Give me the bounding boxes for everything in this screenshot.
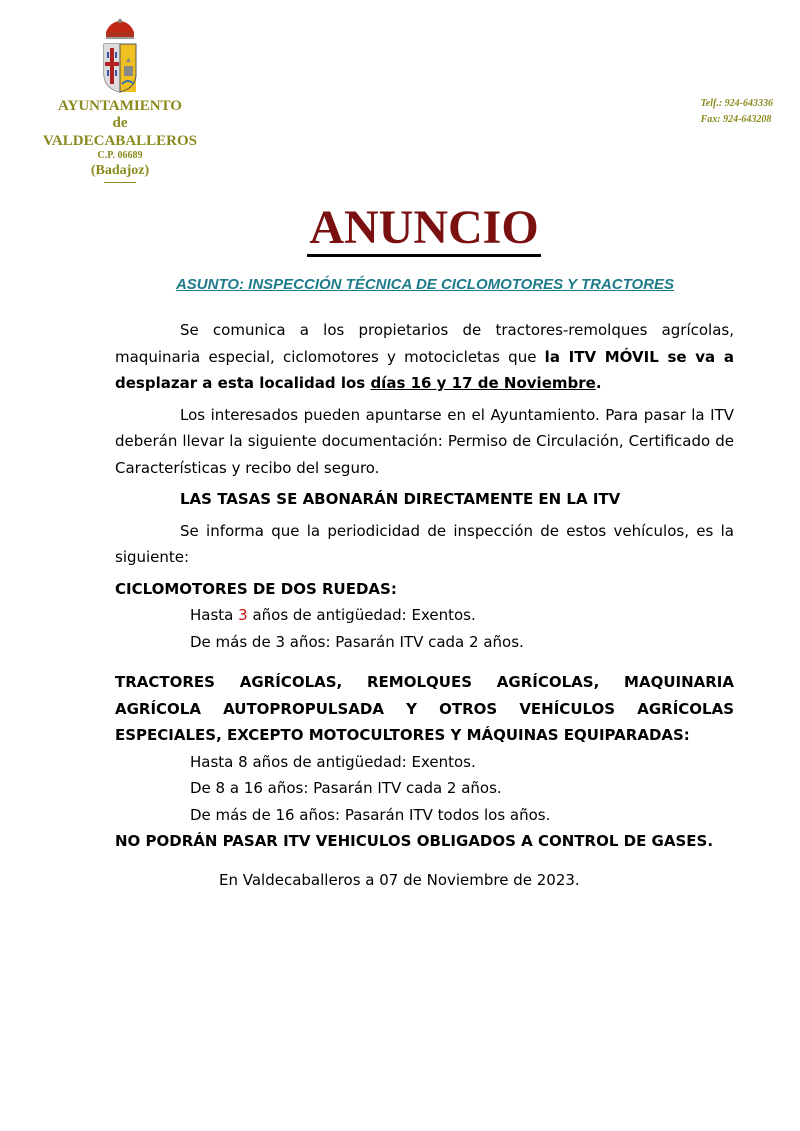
letterhead-province: (Badajoz) [90, 163, 150, 178]
tractors-rule-2: De 8 a 16 años: Pasarán ITV cada 2 años. [190, 779, 502, 797]
contact-info [701, 96, 773, 128]
letterhead-postal-code: C.P. 06689 [97, 150, 143, 161]
coat-of-arms-icon [100, 18, 140, 94]
fax-number: Fax: 924-643208 [700, 114, 772, 125]
subject-line: ASUNTO: INSPECCIÓN TÉCNICA DE CICLOMOTORES Y TRACTORES [175, 276, 675, 293]
paragraph-periodicity: Se informa que la periodicidad de inspección de estos vehículos, es la siguiente: [115, 521, 734, 566]
closing-date: En Valdecaballeros a 07 de Noviembre de 2023. [219, 870, 580, 889]
letterhead-divider [104, 182, 136, 183]
letterhead [40, 18, 200, 183]
para1-end: . [595, 374, 602, 392]
mopeds-heading: CICLOMOTORES DE DOS RUEDAS: [115, 579, 397, 598]
para1-dates: días 16 y 17 de Noviembre [370, 374, 596, 392]
letterhead-line1: AYUNTAMIENTO [58, 98, 182, 114]
mopeds-rule-1-pre: Hasta [190, 606, 239, 624]
paragraph-documentation: Los interesados pueden apuntarse en el Ayuntamiento. Para pasar la ITV deberán llevar la siguiente documentación: Permiso de Circulación, Certificado de Características y recibo del seguro. [115, 405, 734, 477]
para1-intro: Se comunica a los propietarios de tractores-remolques agrícolas, maquinaria especial, ciclomotores y motocicletas que [115, 321, 734, 366]
tractors-heading: TRACTORES AGRÍCOLAS, REMOLQUES AGRÍCOLAS, MAQUINARIA AGRÍCOLA AUTOPROPULSADA Y OTROS VEHÍCULOS AGRÍCOLAS ESPECIALES, EXCEPTO MOTOCULTORES Y MÁQUINAS EQUIPARADAS: [115, 673, 734, 744]
mopeds-rule-1 [115, 602, 734, 629]
gas-control-notice: NO PODRÁN PASAR ITV VEHICULOS OBLIGADOS A CONTROL DE GASES. [115, 832, 714, 850]
mopeds-rule-1-post: años de antigüedad: Exentos. [247, 606, 476, 624]
mopeds-rule-2: De más de 3 años: Pasarán ITV cada 2 años. [190, 632, 524, 651]
tractors-rule-1: Hasta 8 años de antigüedad: Exentos. [190, 752, 476, 771]
page-title [0, 200, 800, 256]
phone-number: Telf.: 924-643336 [700, 98, 773, 109]
letterhead-line2: de [112, 115, 128, 131]
para1-bold: la ITV MÓVIL se va a desplazar a esta localidad los [115, 347, 734, 392]
fees-notice: LAS TASAS SE ABONARÁN DIRECTAMENTE EN LA ITV [180, 490, 621, 508]
paragraph-itv-visit [115, 317, 734, 397]
letterhead-line3: VALDECABALLEROS [43, 133, 197, 149]
tractors-rule-3: De más de 16 años: Pasarán ITV todos los años. [190, 805, 551, 824]
announcement-body [115, 317, 734, 893]
mopeds-rule-1-number: 3 [238, 606, 248, 624]
page-title-text: ANUNCIO [307, 201, 540, 257]
